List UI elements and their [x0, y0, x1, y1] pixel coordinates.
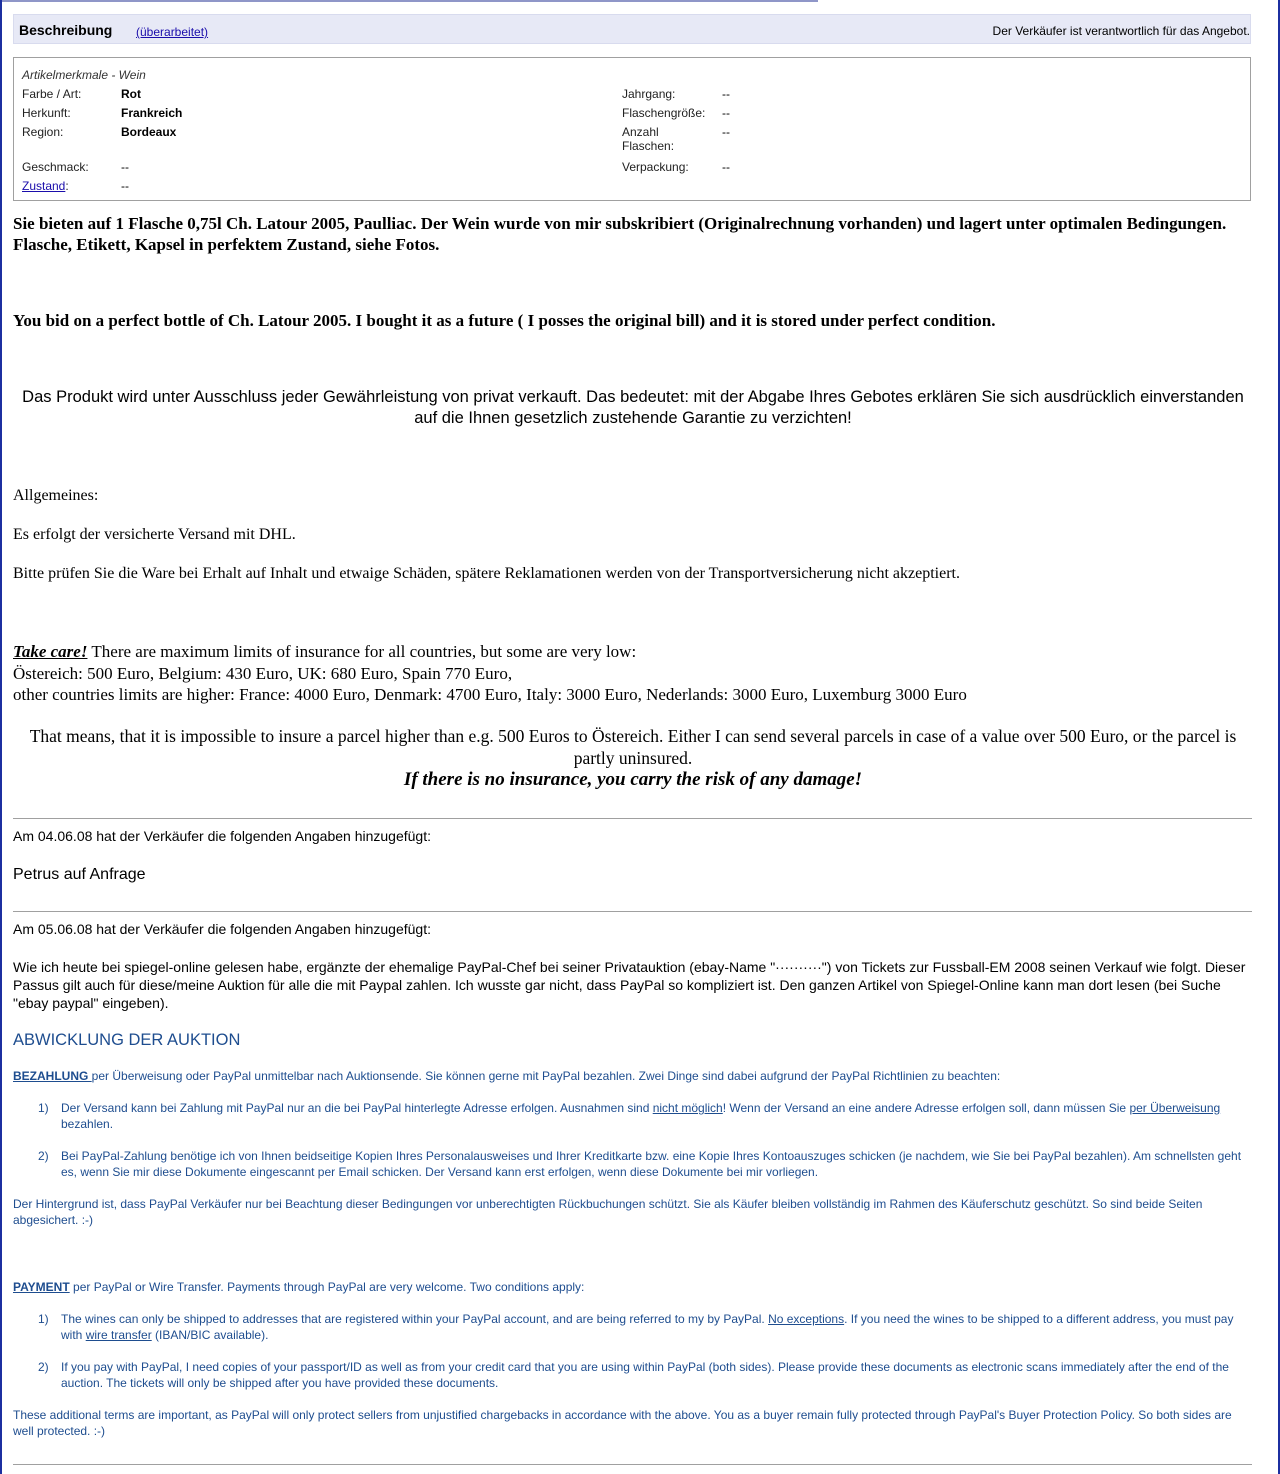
revised-link[interactable]: (überarbeitet): [136, 25, 209, 39]
payment-de-item-1-a: Der Versand kann bei Zahlung mit PayPal nur an die bei PayPal hinterlegte Adresse erfolgen. Ausnahmen sind: [61, 1101, 653, 1115]
addendum-2-header: Am 05.06.08 hat der Verkäufer die folgenden Angaben hinzugefügt:: [13, 921, 431, 937]
payment-de-item-1-b: ! Wenn der Versand an eine andere Adresse erfolgen soll, dann müssen Sie: [722, 1101, 1130, 1115]
payment-de-label: BEZAHLUNG: [13, 1069, 92, 1083]
addendum-1-header: Am 04.06.08 hat der Verkäufer die folgenden Angaben hinzugefügt:: [13, 828, 431, 844]
payment-en-intro: [13, 1279, 1253, 1295]
payment-en-item-1-c: (IBAN/BIC available).: [151, 1328, 269, 1342]
inspection-note: Bitte prüfen Sie die Ware bei Erhalt auf Inhalt und etwaige Schäden, spätere Reklamationen werden von der Transportversicherung nicht akzeptiert.: [13, 565, 960, 582]
spec-value-origin: Frankreich: [121, 106, 183, 120]
payment-en-footer: These additional terms are important, as PayPal will only protect sellers from unjustified chargebacks in accordance with the above. You as a buyer remain fully protected through PayPal's Buyer Protection Policy. So both sides are well protected. :-): [13, 1408, 1232, 1438]
payment-en-item-2-text: If you pay with PayPal, I need copies of your passport/ID as well as from your credit card that you are using within PayPal (both sides). Please provide these documents as electronic scans immediately after the end of the auction. The tickets will only be shipped after you have provided these documents.: [61, 1360, 1229, 1390]
insurance-explanation: That means, that it is impossible to insure a parcel higher than e.g. 500 Euros to Östereich. Either I can send several parcels in case of a value over 500 Euro, or the parcel is partly uninsured.: [29, 726, 1237, 768]
payment-en-item-1-num: 1): [38, 1312, 49, 1326]
divider-2: [13, 911, 1252, 912]
spec-value-bottle-size: --: [722, 106, 730, 120]
spec-label-packaging: Verpackung:: [622, 160, 689, 174]
payment-en-item-1-a: The wines can only be shipped to addresses that are registered within your PayPal account, and are being referred to my by PayPal.: [61, 1312, 769, 1326]
spec-label-color: Farbe / Art:: [22, 87, 82, 101]
payment-en-item-1-u1: No exceptions: [768, 1312, 845, 1326]
payment-de-item-2-text: Bei PayPal-Zahlung benötige ich von Ihnen beidseitige Kopien Ihres Personalausweises und Ihrer Kreditkarte bzw. eine Kopie Ihres Kontoauszuges schicken (je nachdem, wie Sie bei PayPal bezahlen). Am schnellsten geht es, wenn Sie mir diese Dokumente eingescannt per Email schicken. Der Versand kann erst erfolgen, wenn diese Dokumente bei mir vorliegen.: [61, 1149, 1242, 1179]
insurance-warning: If there is no insurance, you carry the risk of any damage!: [403, 769, 863, 790]
insurance-limits-low: Östereich: 500 Euro, Belgium: 430 Euro, UK: 680 Euro, Spain 770 Euro,: [13, 663, 513, 683]
payment-de-item-1-num: 1): [38, 1101, 49, 1115]
payment-de-intro: [13, 1068, 1253, 1084]
payment-de-item-1-u1: nicht möglich: [652, 1101, 723, 1115]
payment-en-item-1-b: . If you need the wines to be shipped to a different address, you must pay with: [61, 1312, 1234, 1342]
auction-handling-title: ABWICKLUNG DER AUKTION: [13, 1031, 241, 1049]
seller-responsibility-note: Der Verkäufer ist verantwortlich für das Angebot.: [992, 24, 1250, 38]
bottle-count-label-line2: Flaschen:: [622, 139, 675, 153]
insurance-limits-intro: There are maximum limits of insurance for all countries, but some are very low:: [87, 642, 637, 661]
payment-de-item-2-num: 2): [38, 1149, 49, 1163]
payment-de-item-1-text: [61, 1100, 1254, 1132]
payment-en-text: per PayPal or Wire Transfer. Payments through PayPal are very welcome. Two conditions apply:: [69, 1280, 585, 1294]
addendum-2-body: Wie ich heute bei spiegel-online gelesen habe, ergänzte der ehemalige PayPal-Chef bei seiner Privatauktion (ebay-Name "··········") von Tickets zur Fussball-EM 2008 seinen Verkauf wie folgt. Dieser Passus gilt auch für diese/meine Auktion für alle die mit Paypal zahlen. Ich wusste gar nicht, dass PayPal so kompliziert ist. Den ganzen Artikel von Spiegel-Online kann man dort lesen (bei Suche "ebay paypal" eingeben).: [13, 959, 1246, 1011]
bottle-count-label-line1: Anzahl: [622, 125, 659, 139]
spec-label-bottle-count: [622, 125, 674, 153]
description-header: [13, 14, 1251, 44]
condition-link[interactable]: Zustand: [22, 179, 66, 193]
payment-de-item-1-c: bezahlen.: [61, 1117, 114, 1131]
divider-1: [13, 818, 1252, 819]
description-english: You bid on a perfect bottle of Ch. Latour 2005. I bought it as a future ( I posses the original bill) and it is stored under perfect condition.: [13, 311, 996, 330]
payment-en-label: PAYMENT: [13, 1280, 70, 1294]
spec-value-taste: --: [121, 160, 129, 174]
divider-3: [13, 1464, 1252, 1465]
payment-en-item-1-text: [61, 1311, 1254, 1343]
warranty-disclaimer: Das Produkt wird unter Ausschluss jeder Gewährleistung von privat verkauft. Das bedeutet: mit der Abgabe Ihres Gebotes erklären Sie sich ausdrücklich einverstanden auf die Ihnen gesetzlich zustehende Garantie zu verzichten!: [22, 388, 1244, 427]
item-specifics-box: [13, 57, 1251, 201]
addendum-1-body: Petrus auf Anfrage: [13, 866, 146, 883]
spec-label-origin: Herkunft:: [22, 106, 71, 120]
insurance-limits: [13, 641, 1253, 706]
spec-label-bottle-size: Flaschengröße:: [622, 106, 706, 120]
payment-en-item-1-u2: wire transfer: [85, 1328, 152, 1342]
spec-value-region: Bordeaux: [121, 125, 177, 139]
payment-de-text: per Überweisung oder PayPal unmittelbar nach Auktionsende. Sie können gerne mit PayPal bezahlen. Zwei Dinge sind dabei aufgrund der PayPal Richtlinien zu beachten:: [91, 1069, 1001, 1083]
spec-label-vintage: Jahrgang:: [622, 87, 676, 101]
spec-value-condition: --: [121, 179, 129, 193]
description-title: Beschreibung: [19, 22, 113, 38]
payment-de-item-1-u2: per Überweisung: [1129, 1101, 1221, 1115]
spec-value-bottle-count: --: [722, 125, 730, 139]
specifics-title: Artikelmerkmale - Wein: [22, 68, 146, 82]
spec-value-vintage: --: [722, 87, 730, 101]
take-care-label: Take care!: [13, 642, 88, 661]
payment-en-item-2-num: 2): [38, 1360, 49, 1374]
spec-value-packaging: --: [722, 160, 730, 174]
condition-label-suffix: :: [65, 179, 69, 193]
spec-label-taste: Geschmack:: [22, 160, 89, 174]
payment-de-footer: Der Hintergrund ist, dass PayPal Verkäufer nur bei Beachtung dieser Bedingungen vor unberechtigten Rückbuchungen schützt. Sie als Käufer bleiben vollständig im Rahmen des Käuferschutz geschützt. So sind beide Seiten abgesichert. :-): [13, 1197, 1203, 1227]
description-german: Sie bieten auf 1 Flasche 0,75l Ch. Latour 2005, Paulliac. Der Wein wurde von mir subskribiert (Originalrechnung vorhanden) und lagert unter optimalen Bedingungen. Flasche, Etikett, Kapsel in perfektem Zustand, siehe Fotos.: [13, 214, 1227, 254]
general-heading: Allgemeines:: [13, 487, 99, 504]
top-divider: [2, 0, 818, 2]
spec-label-region: Region:: [22, 125, 64, 139]
insurance-limits-high: other countries limits are higher: France: 4000 Euro, Denmark: 4700 Euro, Italy: 3000 Euro, Nederlands: 3000 Euro, Luxemburg 3000 Euro: [13, 685, 967, 704]
shipping-note: Es erfolgt der versicherte Versand mit DHL.: [13, 526, 296, 543]
spec-label-condition: [22, 179, 69, 193]
spec-value-color: Rot: [121, 87, 141, 101]
